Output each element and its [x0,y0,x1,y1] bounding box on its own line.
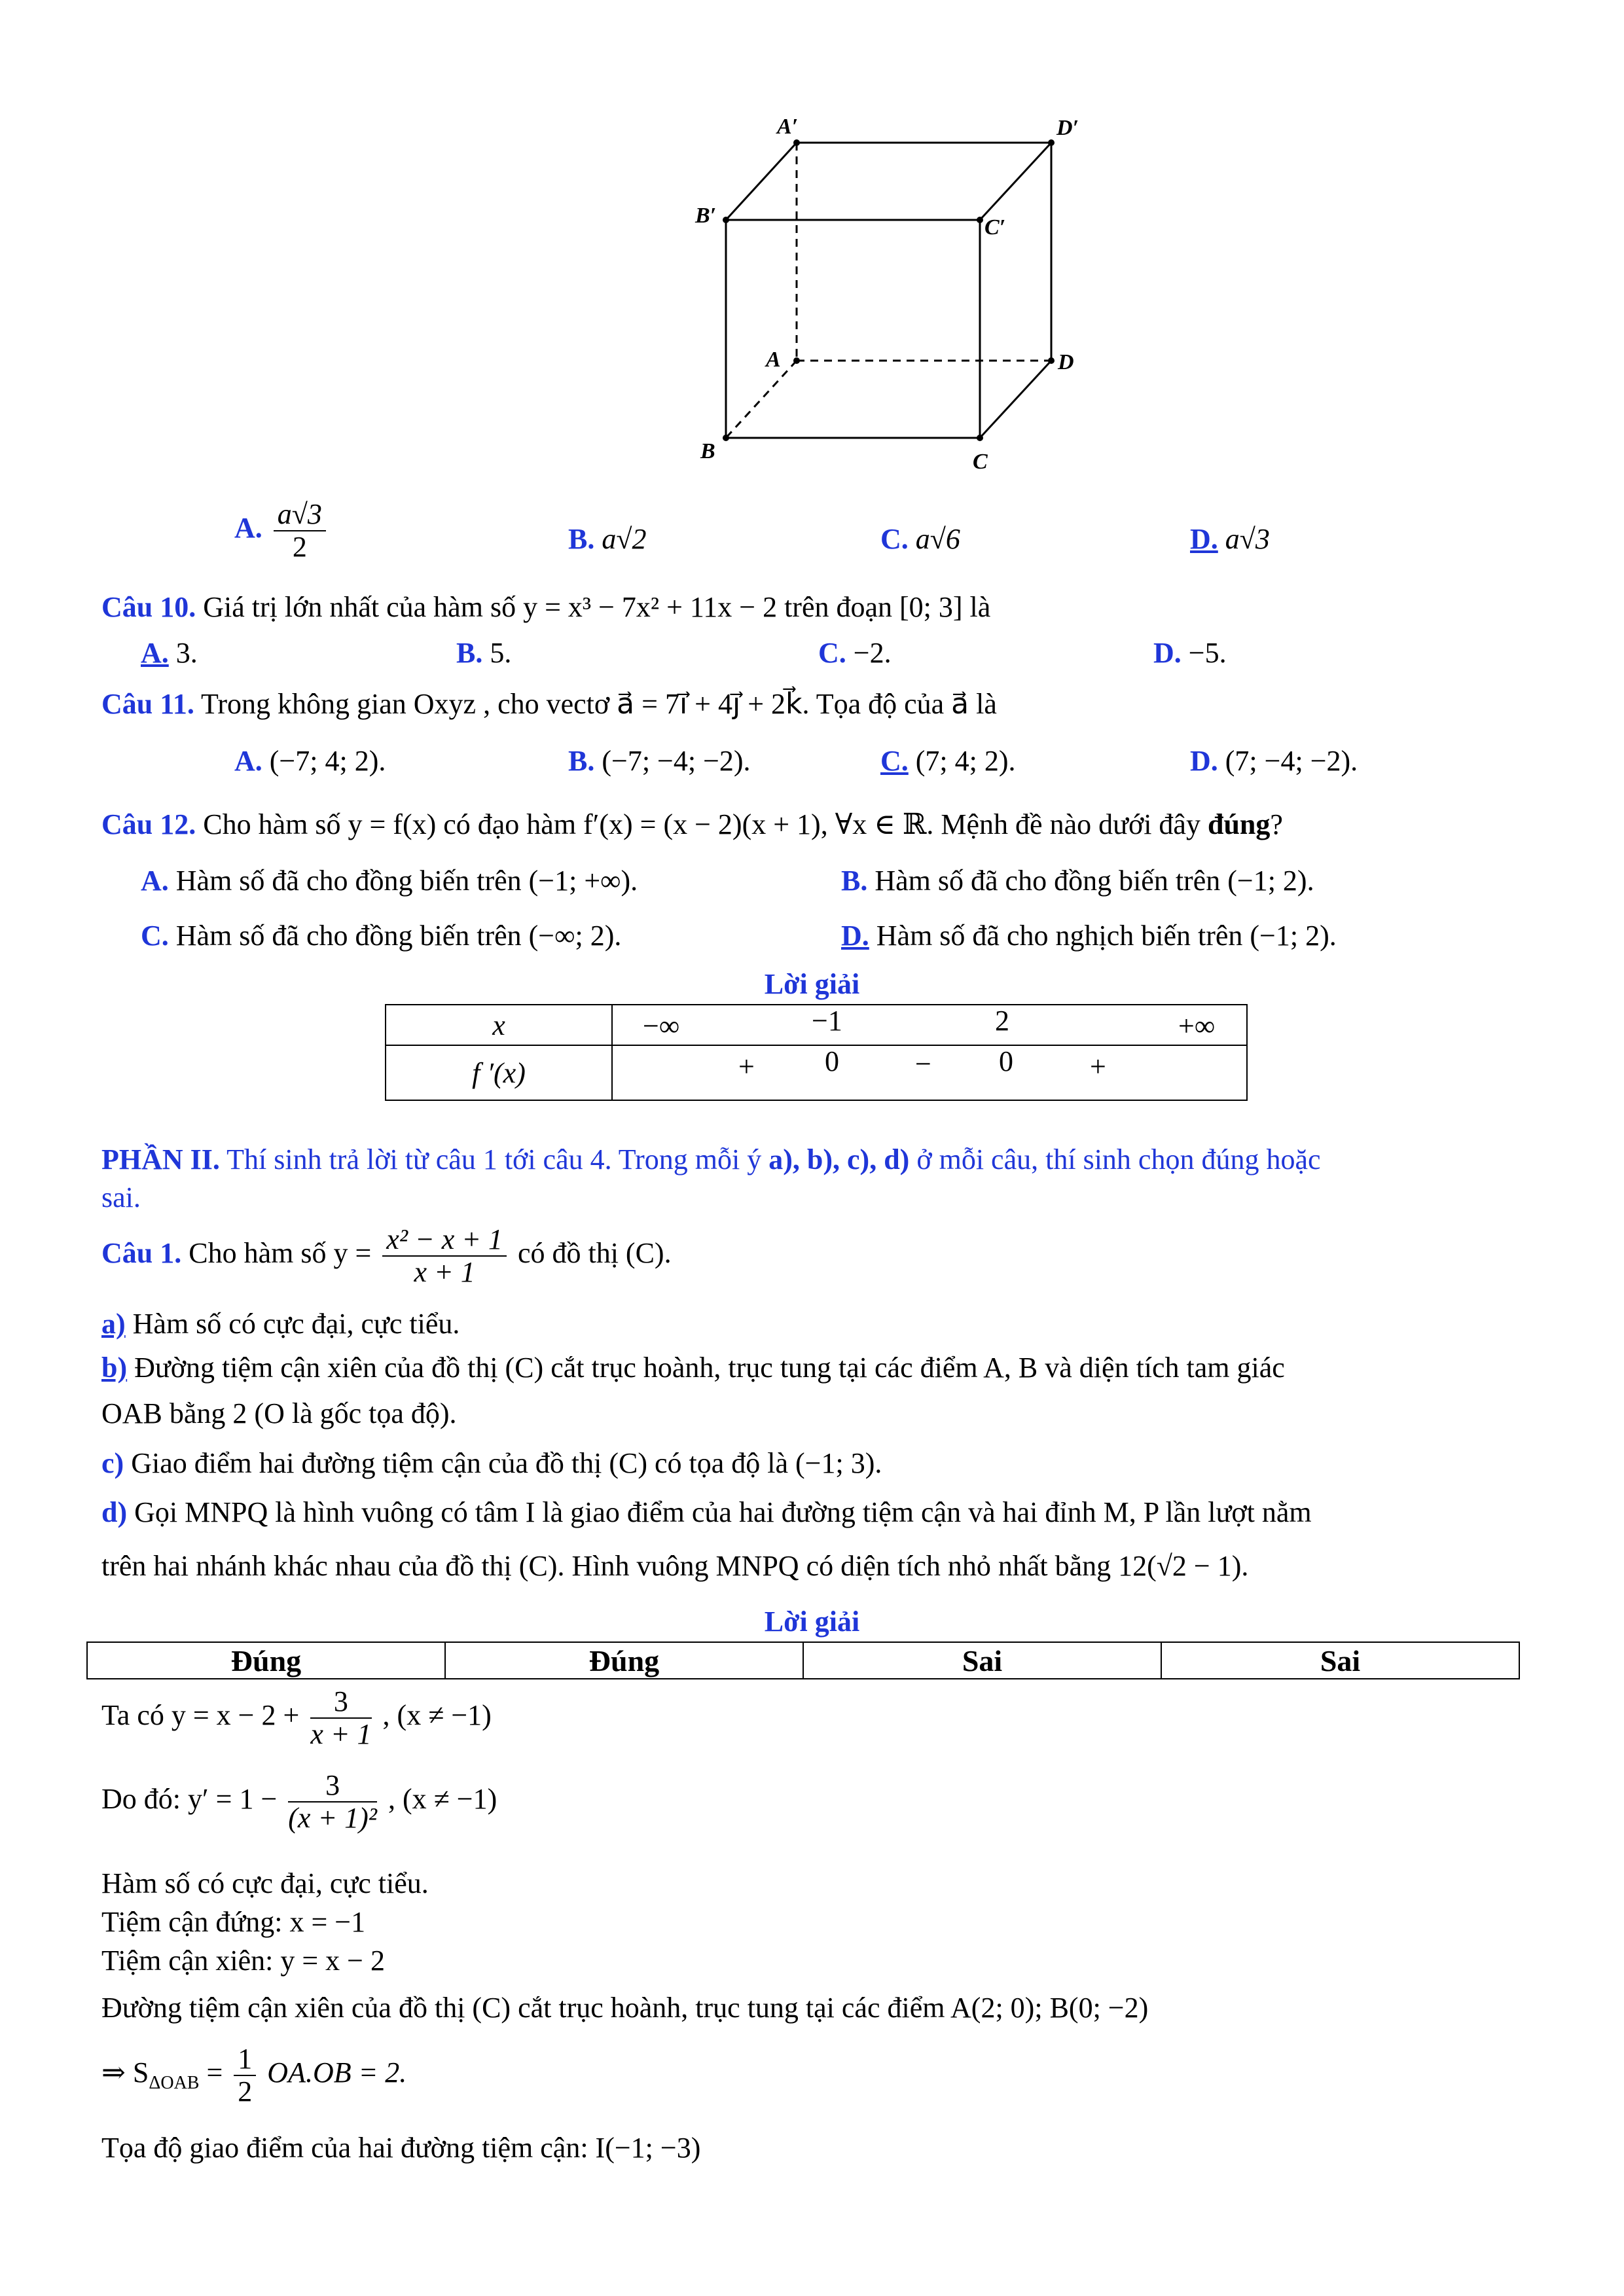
sign-table-x-row [612,1005,1247,1045]
q9-option-a-label: A. [234,512,262,545]
answer-cell-b: Đúng [445,1642,803,1679]
edge-AB [726,361,797,438]
c1-item-c[interactable] [101,1445,882,1482]
q9-option-b[interactable] [568,521,647,558]
cube-figure [681,105,1100,484]
sol-line-8: Tọa độ giao điểm của hai đường tiệm cận: I(−1; −3) [101,2132,701,2164]
q12-option-b[interactable] [841,863,1314,899]
q9-option-c-value: a√6 [915,523,960,555]
c1-item-d-text: Gọi MNPQ là hình vuông có tâm I là giao điểm của hai đường tiệm cận và hai đỉnh M, P lần lượt nằm [134,1496,1312,1528]
q9-option-a-denominator: 2 [292,531,307,563]
q12-option-d-value: Hàm số đã cho nghịch biến trên (−1; 2). [876,920,1337,952]
solution-title-2: Lời giải [764,1605,860,1638]
answer-cell-d: Sai [1161,1642,1519,1679]
c1-item-b-text: Đường tiệm cận xiên của đồ thị (C) cắt trục hoành, trục tung tại các điểm A, B và diện tích tam giác [134,1352,1285,1384]
q12-option-c-label: C. [141,920,169,952]
q12-option-b-value: Hàm số đã cho đồng biến trên (−1; 2). [875,865,1314,897]
q11-option-b-value: (−7; −4; −2). [602,745,751,777]
q11-stem [101,686,997,723]
q11-option-d-value: (7; −4; −2). [1225,745,1358,777]
q12-text: Cho hàm số y = f(x) có đạo hàm f′(x) = (x − 2)(x + 1), ∀x ∈ ℝ. Mệnh đề nào dưới đây [203,808,1200,840]
q11-option-c-value: (7; 4; 2). [915,745,1016,777]
sol-line-2-pre: Do đó: y′ = 1 − [101,1783,278,1816]
c1-text-pre: Cho hàm số y = [189,1237,372,1270]
label-C: C [973,450,988,474]
sol-line-7-pre: ⇒ S [101,2056,149,2089]
q9-option-d-value: a√3 [1225,523,1270,555]
q10-option-a-value: 3. [175,637,198,669]
q12-option-a[interactable] [141,863,638,899]
q10-option-d-value: −5. [1188,637,1227,669]
sol-line-2-den: (x + 1)² [288,1802,377,1834]
part2-heading [101,1141,1321,1178]
point-A [793,357,800,364]
part2-text-b: a), b), c), d) [768,1143,910,1175]
edge-CD [980,361,1051,438]
q10-option-c-label: C. [818,637,846,669]
point-D [1048,357,1055,364]
c1-fraction [382,1224,507,1288]
sol-line-6: Đường tiệm cận xiên của đồ thị (C) cắt trục hoành, trục tung tại các điểm A(2; 0); B(0; −2) [101,1992,1149,2024]
q11-option-a-label: A. [234,745,262,777]
q10-option-c[interactable] [818,635,892,672]
sol-line-7-fraction [234,2043,256,2108]
c1-item-c-label: c) [101,1447,124,1479]
q12-option-d[interactable] [841,918,1337,954]
sol-line-7-eq: = [199,2056,223,2089]
c1-denominator: x + 1 [414,1256,475,1288]
q10-option-d-label: D. [1153,637,1182,669]
q11-option-b-label: B. [568,745,595,777]
sol-line-7-sub: ΔOAB [149,2072,200,2093]
x-value-neg1: −1 [812,1005,842,1037]
sol-line-3: Hàm số có cực đại, cực tiểu. [101,1867,429,1899]
c1-item-d[interactable] [101,1494,1312,1531]
c1-label: Câu 1. [101,1237,182,1270]
answer-cell-c: Sai [803,1642,1161,1679]
c1-item-d-line2: trên hai nhánh khác nhau của đồ thị (C). Hình vuông MNPQ có diện tích nhỏ nhất bằng 12(√2 − 1). [101,1550,1249,1582]
q11-option-a-value: (−7; 4; 2). [269,745,386,777]
point-C [977,435,983,441]
q12-option-c[interactable] [141,918,621,954]
q10-stem [101,589,990,626]
sol-line-7-post: OA.OB = 2. [267,2056,407,2089]
label-B: B [700,439,715,463]
label-D1: D′ [1056,116,1079,140]
part2-text-a: Thí sinh trả lời từ câu 1 tới câu 4. Trong mỗi ý [226,1143,762,1175]
sol-line-5: Tiệm cận xiên: y = x − 2 [101,1945,385,1977]
c1-item-a-label: a) [101,1308,126,1340]
label-C1: C′ [984,215,1006,240]
sol-line-2-post: , (x ≠ −1) [388,1783,497,1816]
q10-label: Câu 10. [101,591,196,623]
sign-table-x-head: x [386,1005,612,1045]
q9-option-b-value: a√2 [602,523,647,555]
edge-D1C1 [980,143,1051,220]
q11-text: Trong không gian Oxyz , cho vectơ a⃗ = 7i⃗ + 4j⃗ + 2k⃗. Tọa độ của a⃗ là [201,688,997,720]
c1-stem [101,1224,672,1288]
sign-3: + [1090,1050,1106,1083]
point-B1 [723,217,729,223]
c1-item-b[interactable] [101,1350,1285,1386]
c1-text-post: có đồ thị (C). [517,1237,672,1270]
sol-line-1-post: , (x ≠ −1) [382,1699,492,1732]
q9-option-d-label: D. [1190,523,1218,555]
q10-option-d[interactable] [1153,635,1227,672]
q11-option-c-label: C. [880,745,909,777]
sign-zero-2: 0 [999,1045,1013,1077]
point-C1 [977,217,983,223]
point-B [723,435,729,441]
x-value-neg-inf: −∞ [643,1010,680,1042]
q11-option-a[interactable] [234,743,386,780]
q9-option-c-label: C. [880,523,909,555]
q9-option-b-label: B. [568,523,595,555]
c1-item-a-text: Hàm số có cực đại, cực tiểu. [132,1308,460,1340]
c1-item-a[interactable] [101,1306,460,1342]
q11-option-d-label: D. [1190,745,1218,777]
label-A1: A′ [777,115,799,139]
q10-option-c-value: −2. [853,637,892,669]
part2-label: PHẦN II. [101,1143,220,1175]
q9-option-a-numerator: a√3 [274,499,326,531]
sol-line-2-fraction [288,1770,377,1834]
sign-1: + [738,1050,755,1083]
c1-item-b-label: b) [101,1352,128,1384]
x-value-2: 2 [995,1005,1009,1037]
c1-item-d-label: d) [101,1496,128,1528]
sol-line-7-den: 2 [238,2075,253,2108]
c1-numerator: x² − x + 1 [382,1224,507,1257]
sol-line-1 [101,1686,492,1750]
q9-option-c[interactable] [880,521,960,558]
part2-text-c: ở mỗi câu, thí sinh chọn đúng hoặc [916,1143,1321,1175]
sol-line-2-num: 3 [288,1770,377,1803]
c1-item-b-line2: OAB bằng 2 (O là gốc tọa độ). [101,1397,457,1429]
q12-option-c-value: Hàm số đã cho đồng biến trên (−∞; 2). [175,920,622,952]
q10-option-b-label: B. [456,637,483,669]
part2-text-d: sai. [101,1181,141,1213]
q12-stem [101,806,1283,843]
label-A: A [766,348,781,372]
q10-text: Giá trị lớn nhất của hàm số y = x³ − 7x² + 11x − 2 trên đoạn [0; 3] là [203,591,991,623]
label-B1: B′ [695,204,717,228]
point-A1 [793,139,800,146]
q12-label: Câu 12. [101,808,196,840]
q9-option-a-fraction [274,499,326,563]
sign-2: − [915,1048,931,1080]
sol-line-1-fraction [310,1686,371,1750]
label-D: D [1058,350,1074,374]
q11-label: Câu 11. [101,688,194,720]
q12-text-end: ? [1270,808,1283,840]
sol-line-7 [101,2043,406,2108]
q9-option-d[interactable] [1190,521,1270,558]
q9-option-a[interactable] [234,499,330,563]
sol-line-1-num: 3 [310,1686,371,1719]
sol-line-1-den: x + 1 [310,1718,372,1750]
q12-option-b-label: B. [841,865,868,897]
q12-option-a-label: A. [141,865,169,897]
q12-text-bold: đúng [1207,808,1271,840]
sign-zero-1: 0 [825,1045,839,1077]
sol-line-2 [101,1770,497,1834]
q10-option-a[interactable] [141,635,198,672]
sol-line-4: Tiệm cận đứng: x = −1 [101,1906,366,1938]
sol-line-7-num: 1 [234,2043,256,2076]
solution-title-1: Lời giải [764,968,860,1000]
q10-option-a-label: A. [141,637,169,669]
q10-option-b[interactable] [456,635,511,672]
answer-cell-a: Đúng [87,1642,445,1679]
c1-item-c-text: Giao điểm hai đường tiệm cận của đồ thị (C) có tọa độ là (−1; 3). [131,1447,882,1479]
edge-A1B1 [726,143,797,220]
answer-table [86,1641,1520,1679]
q10-option-b-value: 5. [490,637,512,669]
sol-line-1-pre: Ta có y = x − 2 + [101,1699,300,1732]
point-D1 [1048,139,1055,146]
q11-option-d[interactable] [1190,743,1358,780]
q12-option-a-value: Hàm số đã cho đồng biến trên (−1; +∞). [175,865,638,897]
q11-option-c[interactable] [880,743,1016,780]
sign-table-fprime-head: f ′(x) [386,1045,612,1100]
q11-option-b[interactable] [568,743,751,780]
x-value-pos-inf: +∞ [1178,1010,1216,1042]
q12-option-d-label: D. [841,920,869,952]
